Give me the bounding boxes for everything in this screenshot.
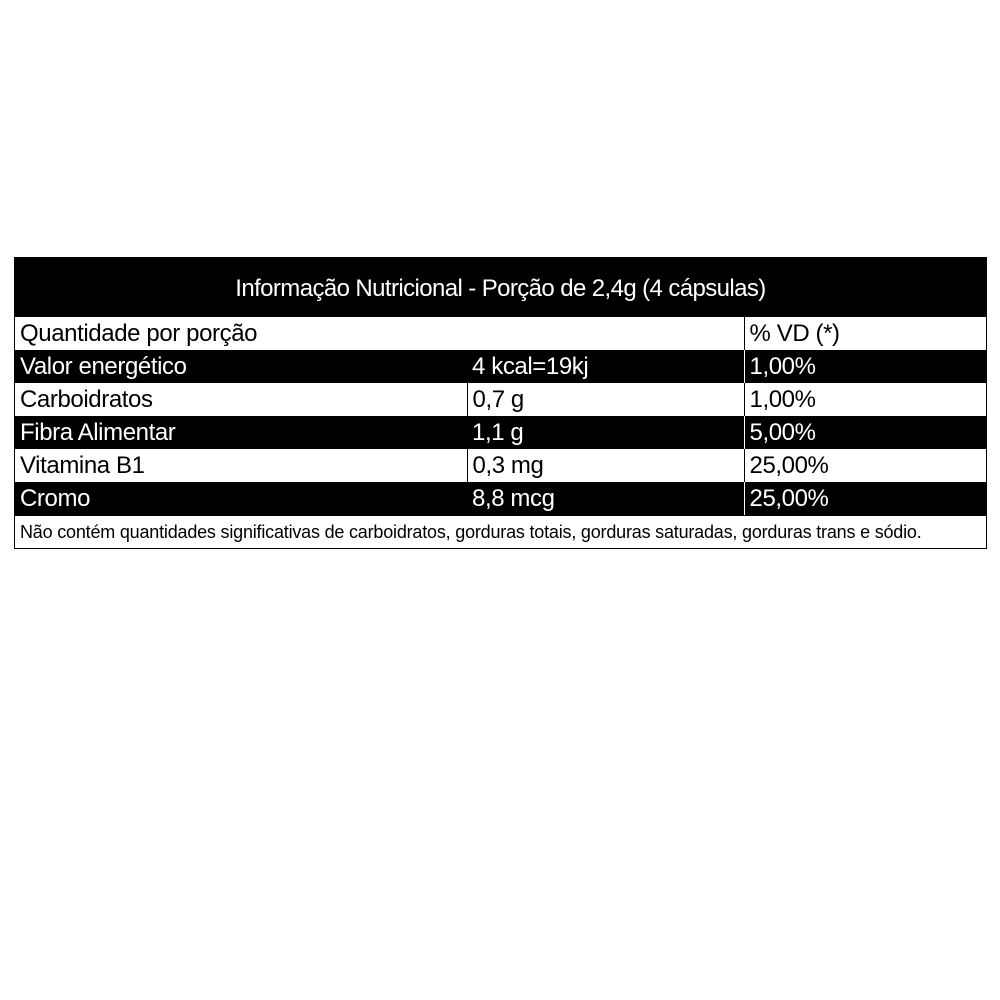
nutrient-vd: 1,00% xyxy=(744,350,986,383)
nutrient-name: Vitamina B1 xyxy=(15,449,467,482)
header-vd-label: % VD (*) xyxy=(744,317,986,350)
table-row xyxy=(15,449,986,482)
nutrient-vd: 5,00% xyxy=(744,416,986,449)
nutrient-name: Cromo xyxy=(15,482,467,515)
table-row xyxy=(15,383,986,416)
nutrient-name: Fibra Alimentar xyxy=(15,416,467,449)
table-row xyxy=(15,416,986,449)
nutrition-facts-label xyxy=(14,257,987,549)
nutrient-amount: 4 kcal=19kj xyxy=(467,350,744,383)
table-row xyxy=(15,350,986,383)
nutrient-vd: 1,00% xyxy=(744,383,986,416)
nutrition-table xyxy=(15,317,986,515)
nutrition-title: Informação Nutricional - Porção de 2,4g (4 cápsulas) xyxy=(15,258,986,317)
table-header-row xyxy=(15,317,986,350)
nutrient-vd: 25,00% xyxy=(744,449,986,482)
nutrient-name: Carboidratos xyxy=(15,383,467,416)
nutrient-amount: 0,7 g xyxy=(467,383,744,416)
nutrient-amount: 0,3 mg xyxy=(467,449,744,482)
nutrient-vd: 25,00% xyxy=(744,482,986,515)
nutrient-amount: 8,8 mcg xyxy=(467,482,744,515)
nutrient-name: Valor energético xyxy=(15,350,467,383)
footnote: Não contém quantidades significativas de carboidratos, gorduras totais, gorduras saturadas, gorduras trans e sódio. xyxy=(15,515,986,548)
header-amount-label xyxy=(467,317,744,350)
nutrient-amount: 1,1 g xyxy=(467,416,744,449)
table-row xyxy=(15,482,986,515)
header-quantity-label: Quantidade por porção xyxy=(15,317,467,350)
